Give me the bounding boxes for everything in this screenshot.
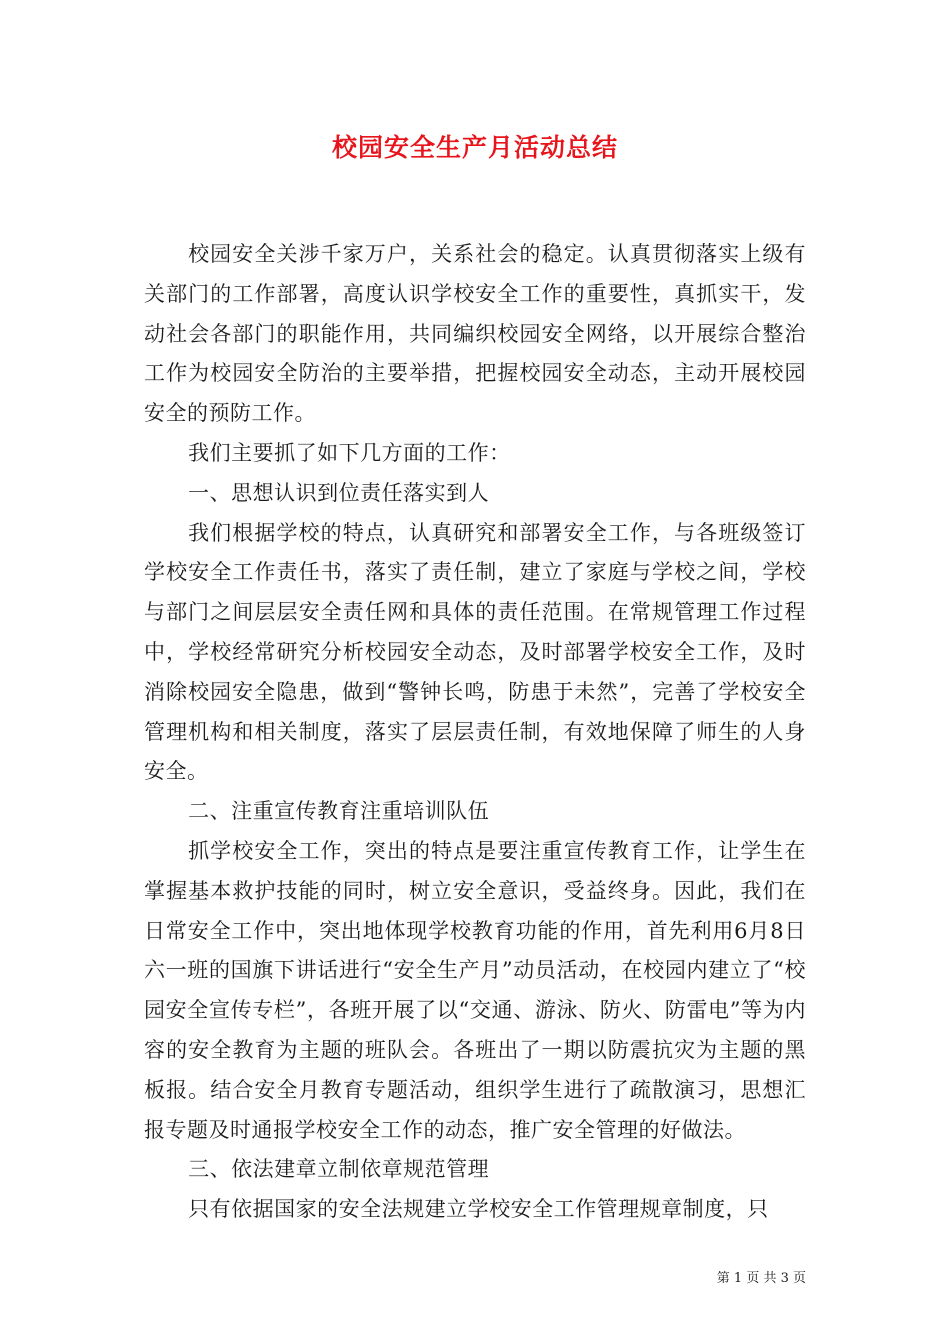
section-heading-2: 二、注重宣传教育注重培训队伍 [188, 799, 490, 824]
document-title: 校园安全生产月活动总结 [331, 133, 618, 162]
paragraph-section-3: 只有依据国家的安全法规建立学校安全工作管理规章制度，只 [188, 1197, 769, 1222]
document-body [144, 235, 806, 1230]
paragraph-section-1: 我们根据学校的特点，认真研究和部署安全工作，与各班级签订学校安全工作责任书，落实了责任制，建立了家庭与学校之间，学校与部门之间层层安全责任网和具体的责任范围。在常规管理工作过程中，学校经常研究分析校园安全动态，及时部署学校安全工作，及时消除校园安全隐患，做到“警钟长鸣，防患于未然”，完善了学校安全管理机构和相关制度，落实了层层责任制，有效地保障了师生的人身安全。 [144, 520, 806, 784]
section-heading-1: 一、思想认识到位责任落实到人 [188, 480, 490, 505]
paragraph-section-2: 抓学校安全工作，突出的特点是要注重宣传教育工作，让学生在掌握基本救护技能的同时，树立安全意识，受益终身。因此，我们在日常安全工作中，突出地体现学校教育功能的作用，首先利用6月8日六一班的国旗下讲话进行“安全生产月”动员活动，在校园内建立了“校园安全宣传专栏”，各班开展了以“交通、游泳、防火、防雷电”等为内容的安全教育为主题的班队会。各班出了一期以防震抗灾为主题的黑板报。结合安全月教育专题活动，组织学生进行了疏散演习，思想汇报专题及时通报学校安全工作的动态，推广安全管理的好做法。 [144, 838, 806, 1142]
section-heading-3: 三、依法建章立制依章规范管理 [188, 1157, 490, 1182]
paragraph-intro: 校园安全关涉千家万户，关系社会的稳定。认真贯彻落实上级有关部门的工作部署，高度认识学校安全工作的重要性，真抓实干，发动社会各部门的职能作用，共同编织校园安全网络，以开展综合整治工作为校园安全防治的主要举措，把握校园安全动态，主动开展校园安全的预防工作。 [144, 242, 806, 426]
page-number-footer: 第 1 页 共 3 页 [716, 1271, 806, 1286]
paragraph-overview: 我们主要抓了如下几方面的工作： [188, 440, 511, 465]
